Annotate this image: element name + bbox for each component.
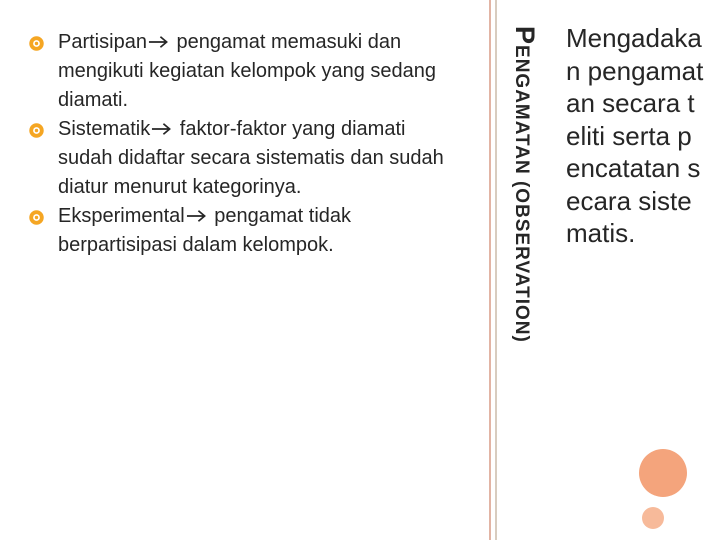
slide-title-rest: ENGAMATAN (OBSERVATION) <box>511 45 532 343</box>
sun-bullet-icon <box>28 35 45 52</box>
bullet-text: pengamat memasuki dan mengikuti kegiatan kelompok yang sedang diamati. <box>58 31 437 111</box>
definition-text: Mengadakan pengamatan secara teliti serta pencatatan secara sistematis. <box>566 23 704 248</box>
right-arrow-icon <box>151 122 172 136</box>
bullet-item <box>28 115 448 202</box>
right-arrow-icon <box>148 35 169 49</box>
slide-title-initial: P <box>510 26 540 46</box>
vertical-divider <box>489 0 491 540</box>
slide-title <box>509 26 540 343</box>
right-arrow-icon <box>186 209 207 223</box>
bullet-item <box>28 202 448 260</box>
vertical-divider <box>495 0 497 540</box>
bullet-text: pengamat tidak berpartisipasi dalam kelompok. <box>58 205 352 256</box>
bullet-term: Sistematik <box>58 118 151 140</box>
bullet-term: Partisipan <box>58 31 147 53</box>
decorative-circle <box>642 507 664 529</box>
bullet-item <box>28 28 448 115</box>
sun-bullet-icon <box>28 122 45 139</box>
decorative-circle <box>639 449 687 497</box>
bullet-term: Eksperimental <box>58 205 185 227</box>
sun-bullet-icon <box>28 209 45 226</box>
bullet-text: faktor-faktor yang diamati sudah didaftar secara sistematis dan sudah diatur menurut kategorinya. <box>58 118 444 198</box>
bullet-list <box>28 28 448 260</box>
